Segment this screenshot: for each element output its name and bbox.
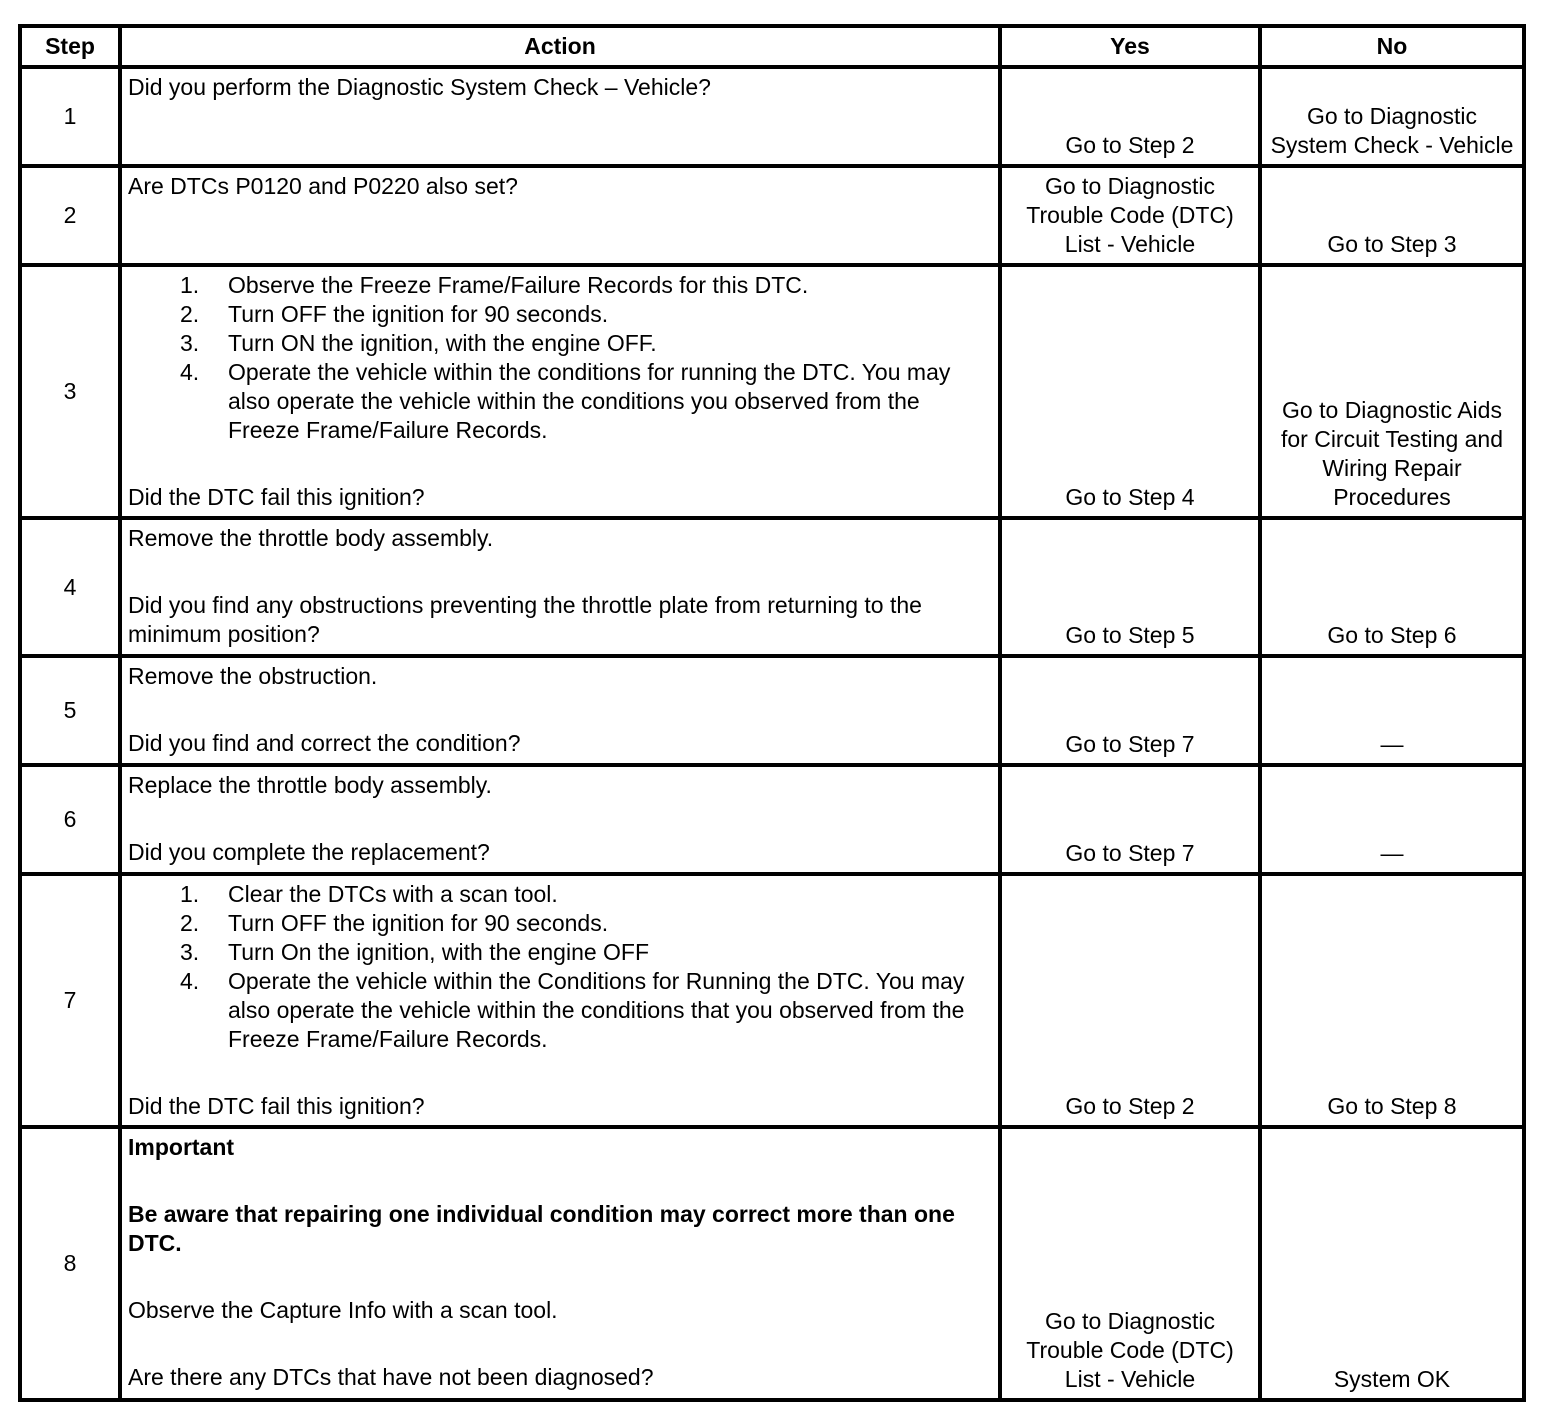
header-row (20, 26, 1524, 67)
step-number: 8 (20, 1127, 120, 1400)
action-question: Are DTCs P0120 and P0220 also set? (128, 173, 518, 199)
list-number: 2. (180, 301, 200, 327)
action-cell (120, 1127, 1000, 1400)
action-instruction: Remove the obstruction. (128, 663, 378, 689)
yes-cell: Go to Step 7 (1000, 765, 1260, 874)
no-cell: Go to Step 6 (1260, 518, 1524, 656)
list-number: 3. (180, 939, 200, 965)
procedure-list (128, 880, 992, 1054)
action-question: Did the DTC fail this ignition? (128, 484, 425, 510)
action-cell (120, 67, 1000, 166)
yes-cell: Go to Diagnostic Trouble Code (DTC) List - Vehicle (1000, 166, 1260, 265)
step-number: 5 (20, 656, 120, 765)
header-action: Action (120, 26, 1000, 67)
header-step: Step (20, 26, 120, 67)
list-item (180, 329, 992, 358)
table-row (20, 656, 1524, 765)
no-cell: — (1260, 656, 1524, 765)
list-text: Operate the vehicle within the Conditions for Running the DTC. You may also operate the vehicle within the conditions that you observed from the Freeze Frame/Failure Records. (228, 968, 965, 1052)
list-text: Turn OFF the ignition for 90 seconds. (228, 301, 609, 327)
list-item (180, 300, 992, 329)
list-number: 1. (180, 881, 200, 907)
yes-cell: Go to Diagnostic Trouble Code (DTC) List - Vehicle (1000, 1127, 1260, 1400)
list-item (180, 967, 992, 1054)
diagnostic-table (18, 24, 1526, 1402)
header-no: No (1260, 26, 1524, 67)
action-cell (120, 166, 1000, 265)
list-number: 4. (180, 968, 200, 994)
list-item (180, 938, 992, 967)
list-number: 3. (180, 330, 200, 356)
table-row (20, 518, 1524, 656)
action-question: Did you perform the Diagnostic System Check – Vehicle? (128, 74, 711, 100)
action-question: Did you complete the replacement? (128, 839, 490, 865)
list-item (180, 909, 992, 938)
list-text: Operate the vehicle within the conditions for running the DTC. You may also operate the vehicle within the conditions you observed from the Freeze Frame/Failure Records. (228, 359, 951, 443)
no-cell: System OK (1260, 1127, 1524, 1400)
list-text: Observe the Freeze Frame/Failure Records for this DTC. (228, 272, 809, 298)
list-item (180, 271, 992, 300)
action-cell (120, 656, 1000, 765)
step-number: 1 (20, 67, 120, 166)
yes-cell: Go to Step 7 (1000, 656, 1260, 765)
yes-cell: Go to Step 2 (1000, 67, 1260, 166)
step-number: 2 (20, 166, 120, 265)
yes-cell: Go to Step 4 (1000, 265, 1260, 518)
procedure-list (128, 271, 992, 445)
yes-cell: Go to Step 2 (1000, 874, 1260, 1127)
action-question: Did you find and correct the condition? (128, 730, 521, 756)
action-cell (120, 765, 1000, 874)
important-text: Be aware that repairing one individual condition may correct more than one DTC. (128, 1201, 955, 1256)
action-question: Did you find any obstructions preventing the throttle plate from returning to the minimum position? (128, 592, 922, 647)
list-text: Clear the DTCs with a scan tool. (228, 881, 558, 907)
table-row (20, 874, 1524, 1127)
no-cell: — (1260, 765, 1524, 874)
action-question: Did the DTC fail this ignition? (128, 1093, 425, 1119)
list-item (180, 358, 992, 445)
table-row (20, 765, 1524, 874)
list-number: 4. (180, 359, 200, 385)
no-cell: Go to Step 3 (1260, 166, 1524, 265)
step-number: 3 (20, 265, 120, 518)
no-cell: Go to Diagnostic Aids for Circuit Testing and Wiring Repair Procedures (1260, 265, 1524, 518)
list-text: Turn OFF the ignition for 90 seconds. (228, 910, 609, 936)
action-instruction: Replace the throttle body assembly. (128, 772, 492, 798)
step-number: 4 (20, 518, 120, 656)
table-row (20, 1127, 1524, 1400)
action-cell (120, 874, 1000, 1127)
important-label: Important (128, 1134, 235, 1160)
list-text: Turn ON the ignition, with the engine OFF. (228, 330, 657, 356)
list-text: Turn On the ignition, with the engine OFF (228, 939, 650, 965)
step-number: 6 (20, 765, 120, 874)
action-question: Are there any DTCs that have not been diagnosed? (128, 1364, 654, 1390)
table-row (20, 67, 1524, 166)
step-number: 7 (20, 874, 120, 1127)
action-cell (120, 518, 1000, 656)
list-number: 1. (180, 272, 200, 298)
action-instruction: Remove the throttle body assembly. (128, 525, 494, 551)
no-cell: Go to Diagnostic System Check - Vehicle (1260, 67, 1524, 166)
yes-cell: Go to Step 5 (1000, 518, 1260, 656)
table-row (20, 166, 1524, 265)
action-cell (120, 265, 1000, 518)
table-row (20, 265, 1524, 518)
header-yes: Yes (1000, 26, 1260, 67)
list-number: 2. (180, 910, 200, 936)
action-instruction: Observe the Capture Info with a scan tool. (128, 1297, 558, 1323)
list-item (180, 880, 992, 909)
no-cell: Go to Step 8 (1260, 874, 1524, 1127)
